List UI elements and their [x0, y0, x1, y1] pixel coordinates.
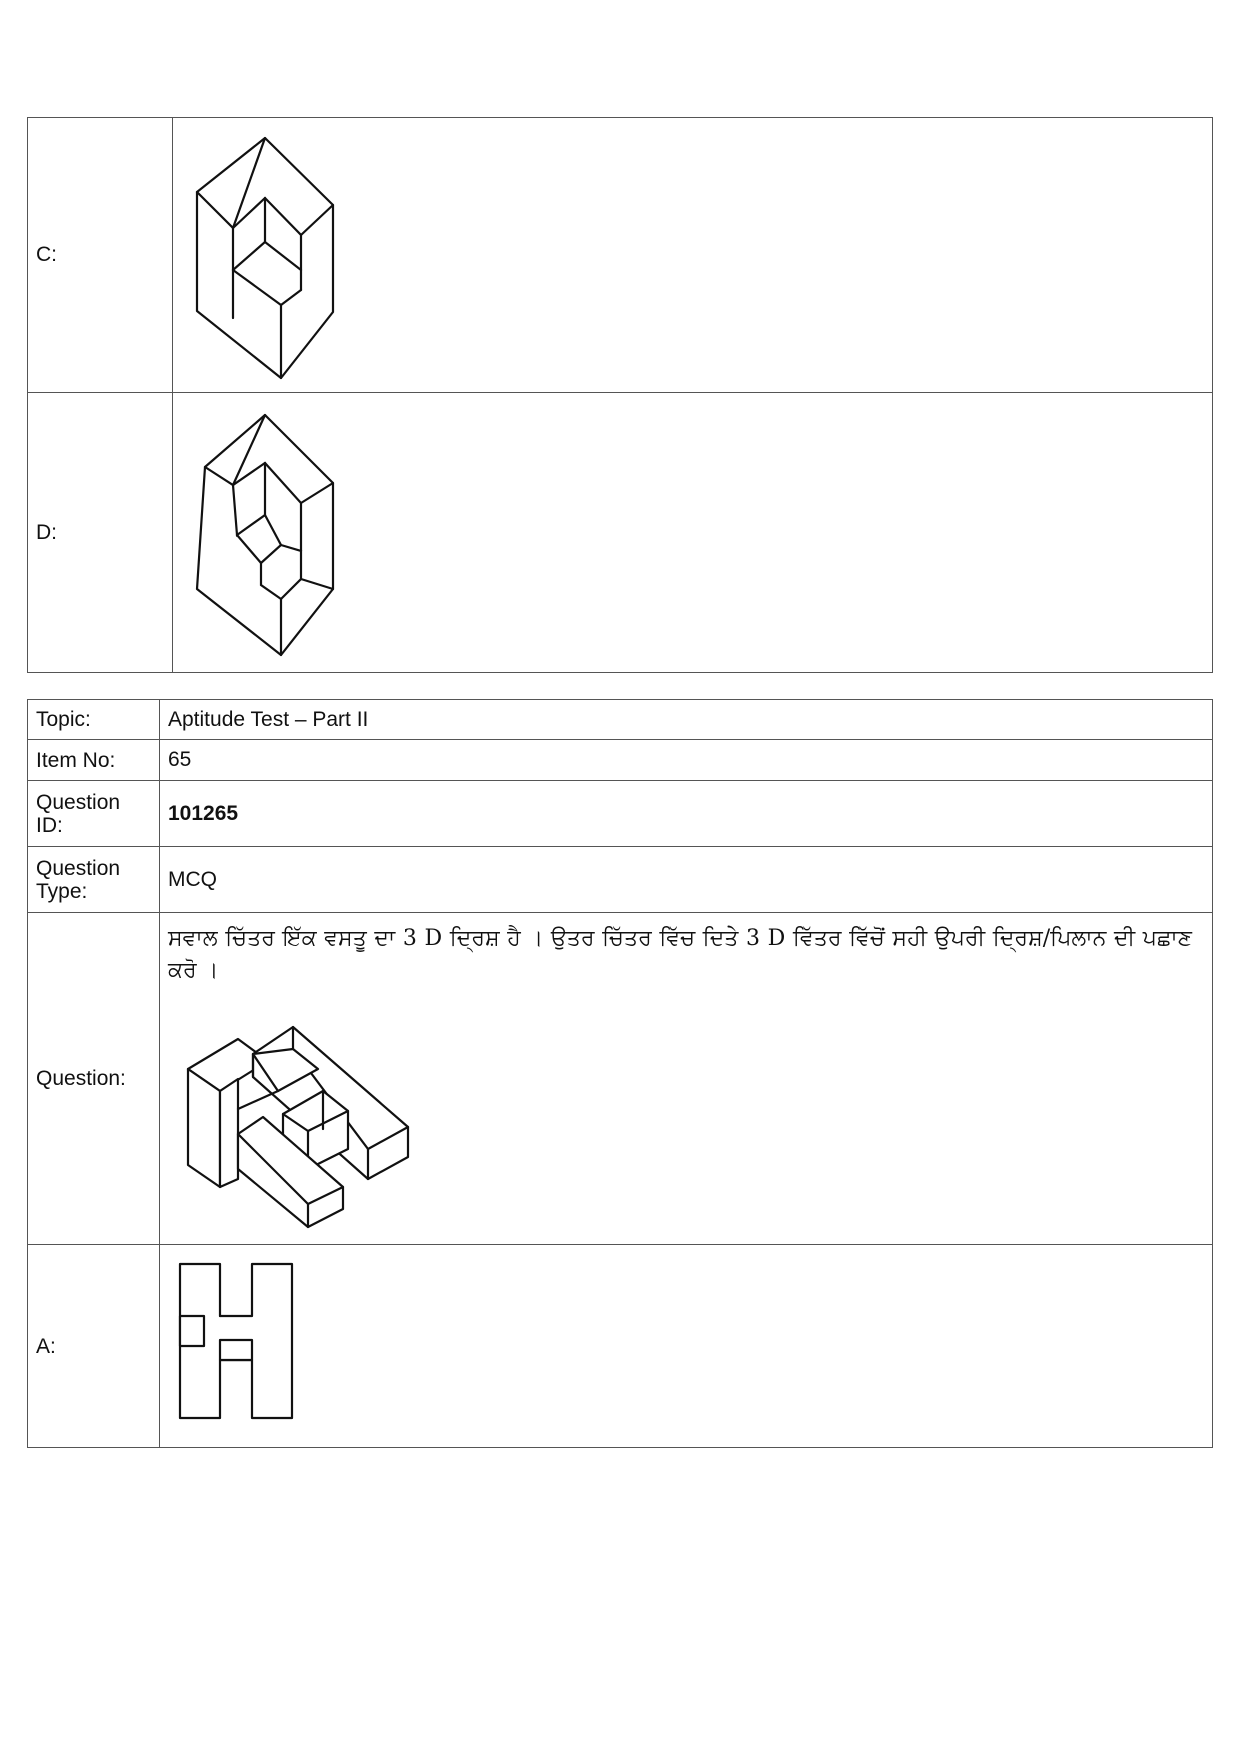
isometric-figure-d-icon: [181, 403, 351, 663]
isometric-h-block-icon: [168, 999, 428, 1229]
item-value: 65: [160, 740, 1213, 781]
question-text: ਸਵਾਲ ਚਿੱਤਰ ਇੱਕ ਵਸਤੂ ਦਾ 3 D ਦ੍ਰਿਸ਼ ਹੈ । ਉਤਰ ਚਿੱਤਰ ਵਿੱਚ ਦਿਤੇ 3 D ਵਿੱਤਰ ਵਿੱਚੋਂ ਸਹੀ ਉਪਰੀ ਦ੍ਰਿਸ਼/ਪਿਲਾਨ ਦੀ ਪਛਾਣ ਕਰੋ ।: [168, 926, 1192, 983]
option-c-label: C:: [28, 118, 173, 393]
topic-row: [28, 700, 1213, 740]
qid-value-cell: [160, 781, 1213, 847]
option-row-c: [28, 118, 1213, 393]
h-plan-view-icon: [168, 1256, 308, 1436]
item-label: Item No:: [28, 740, 160, 781]
option-d-figure-cell: [173, 393, 1213, 673]
question-table: [27, 699, 1213, 1448]
question-cell: [160, 913, 1213, 1245]
question-label: Question:: [28, 913, 160, 1245]
qtype-value: MCQ: [160, 847, 1213, 913]
qid-row: [28, 781, 1213, 847]
option-row-a: [28, 1245, 1213, 1448]
topic-value: Aptitude Test – Part II: [160, 700, 1213, 740]
options-table: [27, 117, 1213, 673]
topic-label: Topic:: [28, 700, 160, 740]
item-row: [28, 740, 1213, 781]
qtype-label: Question Type:: [28, 847, 160, 913]
qid-label: Question ID:: [28, 781, 160, 847]
question-row: [28, 913, 1213, 1245]
option-d-label: D:: [28, 393, 173, 673]
option-c-figure-cell: [173, 118, 1213, 393]
option-row-d: [28, 393, 1213, 673]
qid-value: 101265: [168, 801, 239, 825]
isometric-figure-c-icon: [181, 130, 351, 380]
option-a-figure-cell: [160, 1245, 1213, 1448]
option-a-label: A:: [28, 1245, 160, 1448]
qtype-row: [28, 847, 1213, 913]
